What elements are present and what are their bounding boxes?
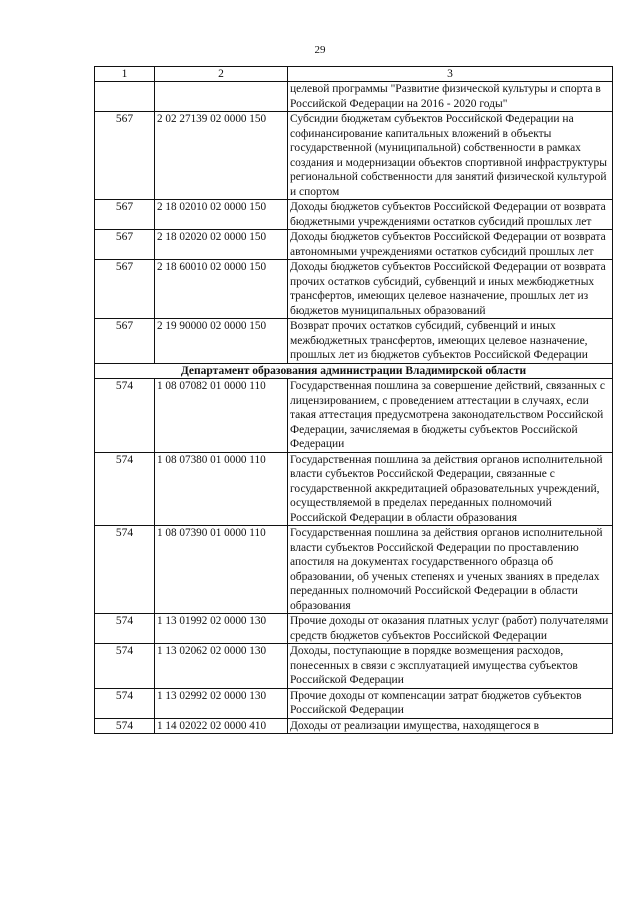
admin-code-cell: 574 bbox=[95, 526, 155, 614]
table-row bbox=[95, 718, 613, 734]
budget-code-cell: 2 19 90000 02 0000 150 bbox=[155, 319, 288, 364]
description-cell: Субсидии бюджетам субъектов Российской Федерации на софинансирование капитальных вложений в объекты государственной (муниципальной) собственности в рамках создания и модернизации объектов спортивной инфраструктуры региональной собственности для занятий физической культурой и спортом bbox=[288, 112, 613, 200]
admin-code-cell: 574 bbox=[95, 452, 155, 526]
table-row bbox=[95, 260, 613, 319]
admin-code-cell: 574 bbox=[95, 614, 155, 644]
budget-classification-table bbox=[94, 66, 613, 734]
table-row-continuation bbox=[95, 82, 613, 112]
table-row bbox=[95, 112, 613, 200]
budget-code-cell: 2 18 02020 02 0000 150 bbox=[155, 230, 288, 260]
description-cell: Прочие доходы от компенсации затрат бюджетов субъектов Российской Федерации bbox=[288, 688, 613, 718]
admin-code-cell bbox=[95, 82, 155, 112]
description-cell: Возврат прочих остатков субсидий, субвенций и иных межбюджетных трансфертов, имеющих целевое назначение, прошлых лет из бюджетов субъектов Российской Федерации bbox=[288, 319, 613, 364]
table-row bbox=[95, 230, 613, 260]
budget-code-cell: 1 13 02062 02 0000 130 bbox=[155, 644, 288, 689]
admin-code-cell: 567 bbox=[95, 112, 155, 200]
table-row bbox=[95, 688, 613, 718]
admin-code-cell: 567 bbox=[95, 319, 155, 364]
description-cell: Государственная пошлина за действия органов исполнительной власти субъектов Российской Федерации, связанные с государственной аккредитацией образовательных учреждений, осуществляемой в пределах переданных полномочий Российской Федерации в области образования bbox=[288, 452, 613, 526]
admin-code-cell: 567 bbox=[95, 230, 155, 260]
budget-code-cell: 1 13 02992 02 0000 130 bbox=[155, 688, 288, 718]
budget-code-cell: 2 18 60010 02 0000 150 bbox=[155, 260, 288, 319]
description-cell: Государственная пошлина за совершение действий, связанных с лицензированием, с проведением аттестации в случаях, если такая аттестация предусмотрена законодательством Российской Федерации, зачисляемая в бюджеты субъектов Российской Федерации bbox=[288, 379, 613, 453]
description-cell: Прочие доходы от оказания платных услуг (работ) получателями средств бюджетов субъектов Российской Федерации bbox=[288, 614, 613, 644]
table-row bbox=[95, 379, 613, 453]
description-cell: Доходы бюджетов субъектов Российской Федерации от возврата прочих остатков субсидий, субвенций и иных межбюджетных трансфертов, имеющих целевое назначение, прошлых лет из бюджетов муниципальных образований bbox=[288, 260, 613, 319]
admin-code-cell: 574 bbox=[95, 644, 155, 689]
table-row bbox=[95, 319, 613, 364]
admin-code-cell: 574 bbox=[95, 718, 155, 734]
section-title: Департамент образования администрации Владимирской области bbox=[95, 363, 613, 379]
budget-code-cell: 1 08 07082 01 0000 110 bbox=[155, 379, 288, 453]
description-cell: целевой программы "Развитие физической культуры и спорта в Российской Федерации на 2016 - 2020 годы" bbox=[288, 82, 613, 112]
budget-code-cell: 1 13 01992 02 0000 130 bbox=[155, 614, 288, 644]
section-header-row bbox=[95, 363, 613, 379]
description-cell: Доходы бюджетов субъектов Российской Федерации от возврата автономными учреждениями остатков субсидий прошлых лет bbox=[288, 230, 613, 260]
budget-code-cell: 1 08 07390 01 0000 110 bbox=[155, 526, 288, 614]
page-number: 29 bbox=[314, 44, 326, 56]
admin-code-cell: 574 bbox=[95, 688, 155, 718]
budget-code-cell: 1 14 02022 02 0000 410 bbox=[155, 718, 288, 734]
budget-code-cell: 2 18 02010 02 0000 150 bbox=[155, 200, 288, 230]
table-row bbox=[95, 452, 613, 526]
table-row bbox=[95, 614, 613, 644]
description-cell: Доходы бюджетов субъектов Российской Федерации от возврата бюджетными учреждениями остатков субсидий прошлых лет bbox=[288, 200, 613, 230]
budget-code-cell: 1 08 07380 01 0000 110 bbox=[155, 452, 288, 526]
table-header-row bbox=[95, 67, 613, 82]
admin-code-cell: 567 bbox=[95, 200, 155, 230]
description-cell: Доходы, поступающие в порядке возмещения расходов, понесенных в связи с эксплуатацией имущества субъектов Российской Федерации bbox=[288, 644, 613, 689]
description-cell: Государственная пошлина за действия органов исполнительной власти субъектов Российской Федерации по проставлению апостиля на документах государственного образца об образовании, об ученых степенях и ученых званиях в пределах переданных полномочий Российской Федерации в области образования bbox=[288, 526, 613, 614]
table-row bbox=[95, 526, 613, 614]
table-row bbox=[95, 200, 613, 230]
description-cell: Доходы от реализации имущества, находящегося в bbox=[288, 718, 613, 734]
budget-code-cell: 2 02 27139 02 0000 150 bbox=[155, 112, 288, 200]
admin-code-cell: 567 bbox=[95, 260, 155, 319]
column-header-3: 3 bbox=[288, 67, 613, 82]
column-header-2: 2 bbox=[155, 67, 288, 82]
column-header-1: 1 bbox=[95, 67, 155, 82]
admin-code-cell: 574 bbox=[95, 379, 155, 453]
table-row bbox=[95, 644, 613, 689]
budget-code-cell bbox=[155, 82, 288, 112]
